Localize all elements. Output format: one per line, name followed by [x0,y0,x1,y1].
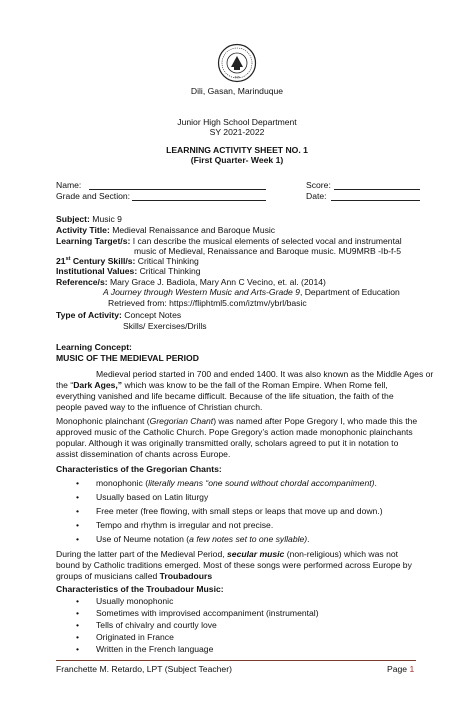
values-label: Institutional Values: [56,266,138,276]
list-item: monophonic (literally means “one sound without chordal accompaniment). [96,478,377,488]
activity-type-row [56,310,181,320]
para3-line3: groups of musicians called Troubadours [56,571,213,581]
subject-row [56,214,122,224]
activity-type-value2: Skills/ Exercises/Drills [123,321,207,331]
activity-value: Medieval Renaissance and Baroque Music [109,225,276,235]
school-year: SY 2021-2022 [209,127,265,137]
bullet-icon: • [76,492,80,502]
school-location: Dili, Gasan, Marinduque [190,86,284,96]
reference-value: Mary Grace J. Badiola, Mary Ann C Vecino, et. al. (2014) [107,277,326,287]
target-label: Learning Target/s: [56,236,131,246]
svg-text:JHS: JHS [234,75,240,79]
target-value-cont: music of Medieval, Renaissance and Baroque music. MU9MRB -Ib-f-5 [134,246,401,256]
bullet-icon: • [76,620,80,630]
reference-row [56,277,326,287]
activity-label: Activity Title: [56,225,110,235]
bullet-icon: • [76,506,80,516]
para2-line1: Monophonic plainchant (Gregorian Chant) was named after Pope Gregory I, who made this the [56,416,418,426]
bullet-icon: • [76,596,80,606]
list-item: Originated in France [96,632,174,642]
concept-heading: MUSIC OF THE MEDIEVAL PERIOD [56,353,199,363]
skill-row: 21st Century Skill/s: Critical Thinking [56,256,199,266]
footer-page [387,664,414,674]
date-label: Date: [306,191,327,201]
grade-section-field[interactable] [132,191,266,201]
date-field[interactable] [331,191,420,201]
list-item: Tempo and rhythm is irregular and not precise. [96,520,274,530]
troubadour-heading: Characteristics of the Troubadour Music: [56,584,224,594]
target-value: I can describe the musical elements of selected vocal and instrumental [130,236,402,246]
para3-line1: During the latter part of the Medieval Period, secular music (non-religious) which was not [56,549,399,559]
activity-type-value: Concept Notes [121,310,182,320]
page-subtitle: (First Quarter- Week 1) [190,155,284,165]
score-field[interactable] [334,180,420,190]
bullet-icon: • [76,608,80,618]
list-item: Use of Neume notation (a few notes set to one syllable). [96,534,310,544]
list-item: Free meter (free flowing, with small steps or leaps that move up and down.) [96,506,383,516]
list-item: Tells of chivalry and courtly love [96,620,217,630]
page-label: Page [387,664,410,674]
list-item: Written in the French language [96,644,214,654]
page-number: 1 [409,664,415,674]
gregorian-heading: Characteristics of the Gregorian Chants: [56,464,222,474]
bullet-icon: • [76,520,80,530]
name-label: Name: [56,180,82,190]
list-item: Sometimes with improvised accompaniment (instrumental) [96,608,319,618]
values-value: Critical Thinking [137,266,201,276]
grade-section-label: Grade and Section: [56,191,131,201]
score-label: Score: [306,180,331,190]
name-field[interactable] [89,180,266,190]
footer-author: Franchette M. Retardo, LPT (Subject Teacher) [56,664,232,674]
school-seal-logo [217,43,257,83]
para1-line1: Medieval period started in 700 and ended 1400. It was also known as the Middle Ages or [96,369,434,379]
activity-type-label: Type of Activity: [56,310,122,320]
reference-url[interactable]: Retrieved from: https://fliphtml5.com/iztmv/ybrl/basic [108,298,307,308]
values-row [56,266,201,276]
reference-label: Reference/s: [56,277,108,287]
department: Junior High School Department [177,117,297,127]
bullet-icon: • [76,478,80,488]
page-title: LEARNING ACTIVITY SHEET NO. 1 [166,145,308,155]
target-row [56,236,402,246]
para2-line4: assist dissemination of chants across Europe. [56,449,231,459]
concept-label: Learning Concept: [56,342,132,352]
para1-line2: the “Dark Ages,” which was know to be the fall of the Roman Empire. When Rome fell, [56,380,388,390]
bullet-icon: • [76,632,80,642]
para2-line2: approved music of the Catholic Church. Pope Gregory’s action made monophonic plainchants [56,427,413,437]
para1-line4: people paved way to the influence of Christian church. [56,402,263,412]
para1-line3: everything vanished and life became difficult. Because of the life situation, the faith of the [56,391,394,401]
bullet-icon: • [76,534,80,544]
skill-value: Critical Thinking [135,256,199,266]
list-item: Usually monophonic [96,596,174,606]
list-item: Usually based on Latin liturgy [96,492,209,502]
footer-divider [56,660,416,661]
activity-row [56,225,275,235]
subject-value: Music 9 [89,214,122,224]
bullet-icon: • [76,644,80,654]
para2-line3: popular. Although it was originally transmitted orally, scholars agreed to put it in notation to [56,438,399,448]
para3-line2: bound by Catholic traditions emerged. Most of these songs were performed across Europe by [56,560,412,570]
subject-label: Subject: [56,214,90,224]
reference-book: A Journey through Western Music and Arts-Grade 9, Department of Education [103,287,400,297]
